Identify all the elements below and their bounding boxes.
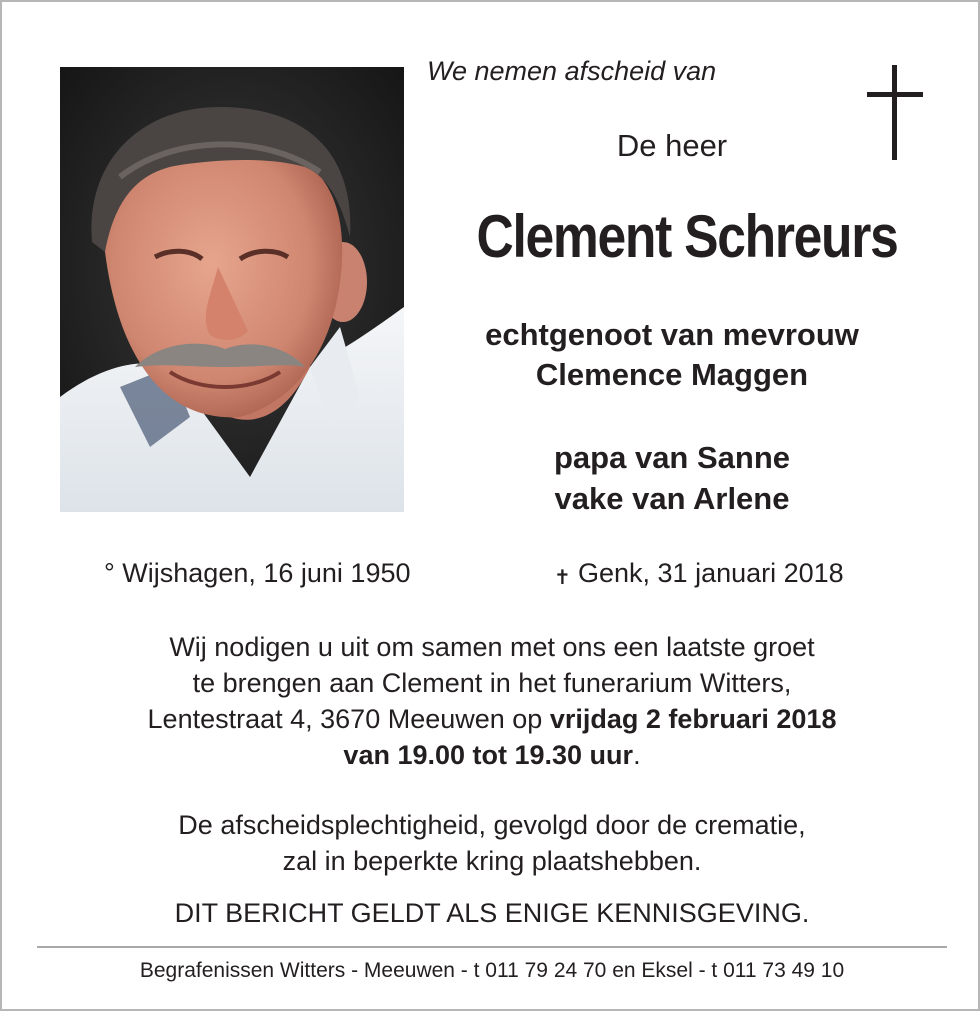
invitation-period: .	[633, 740, 641, 770]
death-info: Genk, 31 januari 2018	[578, 558, 844, 588]
intro-text: We nemen afscheid van	[427, 56, 717, 86]
portrait-photo	[60, 67, 404, 512]
footer-contact: Begrafenissen Witters - Meeuwen - t 011 79 24 70 en Eksel - t 011 73 49 10	[139, 959, 845, 982]
invitation-line-2: te brengen aan Clement in het funerarium Witters,	[192, 668, 792, 698]
notice-text: DIT BERICHT GELDT ALS ENIGE KENNISGEVING.	[174, 898, 810, 928]
spouse-line-1: echtgenoot van mevrouw	[485, 317, 859, 352]
footer-divider	[37, 946, 947, 948]
invitation-line-3	[22, 701, 962, 737]
portrait-image	[60, 67, 404, 512]
death-symbol-icon: ✝	[554, 567, 571, 589]
invitation-paragraph	[22, 629, 962, 773]
deceased-name: Clement Schreurs	[476, 203, 898, 270]
grandchild-line: vake van Arlene	[554, 481, 790, 516]
honorific: De heer	[616, 128, 728, 163]
invitation-line-1: Wij nodigen u uit om samen met ons een laatste groet	[169, 632, 815, 662]
ceremony-line-2: zal in beperkte kring plaatshebben.	[282, 846, 702, 876]
child-line: papa van Sanne	[553, 440, 791, 475]
spouse-line-2: Clemence Maggen	[535, 357, 809, 392]
birth-info: ° Wijshagen, 16 juni 1950	[104, 558, 411, 588]
ceremony-paragraph	[22, 807, 962, 879]
invitation-line-4	[22, 737, 962, 773]
invitation-address: Lentestraat 4, 3670 Meeuwen op	[147, 704, 550, 734]
invitation-date: vrijdag 2 februari 2018	[549, 704, 837, 734]
invitation-time: van 19.00 tot 19.30 uur	[343, 740, 634, 770]
ceremony-line-1: De afscheidsplechtigheid, gevolgd door de crematie,	[178, 810, 806, 840]
